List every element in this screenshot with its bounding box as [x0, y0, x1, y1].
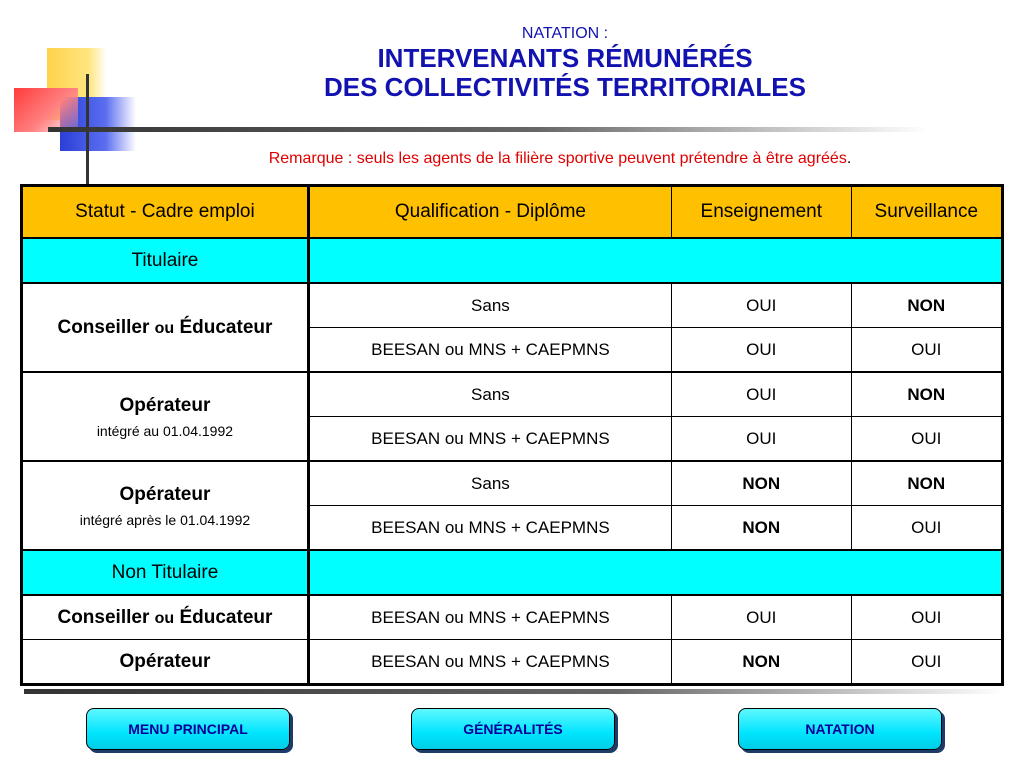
role-connector: ou	[154, 609, 175, 627]
role-detail: intégré au 01.04.1992	[96, 422, 234, 439]
enseignement-cell: OUI	[671, 417, 851, 462]
section-row-non-titulaire	[22, 550, 1003, 595]
page-title	[300, 24, 830, 102]
table-row	[22, 283, 1003, 328]
enseignement-cell: OUI	[671, 595, 851, 640]
qualification-cell: BEESAN ou MNS + CAEPMNS	[308, 506, 671, 551]
role-name: Conseiller	[57, 606, 150, 628]
role-cell-operateur-nt: Opérateur	[22, 640, 309, 685]
role-cell-conseiller-educateur	[22, 283, 309, 372]
table-row	[22, 595, 1003, 640]
surveillance-cell: OUI	[851, 328, 1002, 373]
role-cell-conseiller-educateur-nt	[22, 595, 309, 640]
role-cell-operateur-apres	[22, 461, 309, 550]
qualification-cell: Sans	[308, 283, 671, 328]
qualification-cell: BEESAN ou MNS + CAEPMNS	[308, 595, 671, 640]
natation-button[interactable]: NATATION	[738, 708, 942, 750]
col-header-statut: Statut - Cadre emploi	[22, 186, 309, 239]
table-row	[22, 461, 1003, 506]
table-row	[22, 640, 1003, 685]
title-line-2: INTERVENANTS RÉMUNÉRÉS	[377, 43, 753, 73]
generalites-button[interactable]: GÉNÉRALITÉS	[411, 708, 615, 750]
surveillance-cell: OUI	[851, 417, 1002, 462]
col-header-surveillance: Surveillance	[851, 186, 1002, 239]
section-row-titulaire	[22, 238, 1003, 283]
role-name: Opérateur	[119, 394, 211, 416]
enseignement-cell: NON	[671, 640, 851, 685]
title-line-1: NATATION :	[521, 25, 609, 42]
section-fill	[308, 550, 1002, 595]
enseignement-cell: OUI	[671, 372, 851, 417]
table-row	[22, 372, 1003, 417]
decor-bottom-rule	[24, 689, 1004, 694]
qualification-cell: BEESAN ou MNS + CAEPMNS	[308, 640, 671, 685]
remark-period: .	[846, 150, 852, 167]
col-header-enseignement: Enseignement	[671, 186, 851, 239]
role-name: Opérateur	[119, 483, 211, 505]
qualification-cell: BEESAN ou MNS + CAEPMNS	[308, 417, 671, 462]
remark-text: Remarque : seuls les agents de la filière sportive peuvent prétendre à être agréés	[268, 150, 847, 167]
title-line-3: DES COLLECTIVITÉS TERRITORIALES	[323, 72, 806, 102]
role-cell-operateur-avant	[22, 372, 309, 461]
qualification-cell: Sans	[308, 372, 671, 417]
surveillance-cell: NON	[851, 283, 1002, 328]
qualification-cell: Sans	[308, 461, 671, 506]
menu-principal-button[interactable]: MENU PRINCIPAL	[86, 708, 290, 750]
surveillance-cell: NON	[851, 372, 1002, 417]
qualification-cell: BEESAN ou MNS + CAEPMNS	[308, 328, 671, 373]
section-label-titulaire: Titulaire	[22, 238, 309, 283]
role-connector: ou	[154, 319, 175, 337]
remark-note	[150, 150, 970, 168]
surveillance-cell: NON	[851, 461, 1002, 506]
role-name: Conseiller	[57, 316, 150, 338]
surveillance-cell: OUI	[851, 640, 1002, 685]
section-fill	[308, 238, 1002, 283]
enseignement-cell: OUI	[671, 283, 851, 328]
role-detail: intégré après le 01.04.1992	[79, 511, 251, 528]
decor-red-square	[14, 88, 78, 132]
table-header-row	[22, 186, 1003, 239]
surveillance-cell: OUI	[851, 506, 1002, 551]
enseignement-cell: NON	[671, 461, 851, 506]
eligibility-table	[20, 184, 1004, 686]
role-name: Éducateur	[179, 606, 273, 628]
surveillance-cell: OUI	[851, 595, 1002, 640]
col-header-qualification: Qualification - Diplôme	[308, 186, 671, 239]
enseignement-cell: NON	[671, 506, 851, 551]
section-label-non-titulaire: Non Titulaire	[22, 550, 309, 595]
decor-top-rule	[48, 127, 928, 132]
role-name: Éducateur	[179, 316, 273, 338]
enseignement-cell: OUI	[671, 328, 851, 373]
